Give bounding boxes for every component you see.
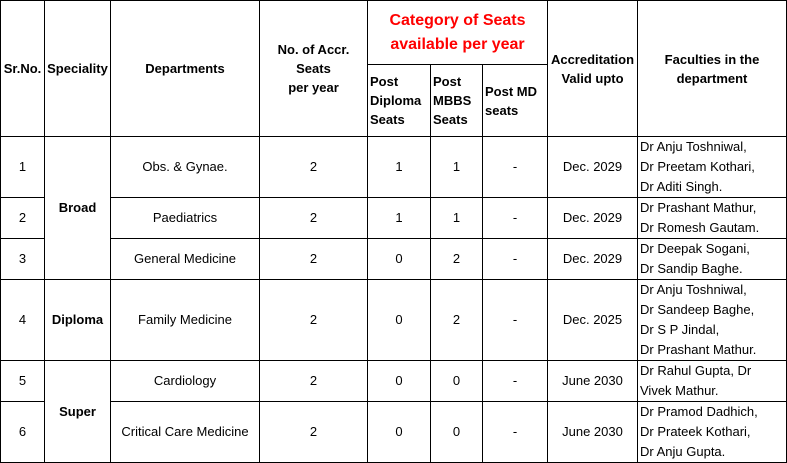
faculty-line: Vivek Mathur.: [640, 383, 719, 398]
cell-post-diploma: 0: [368, 280, 431, 361]
cell-sr: 3: [1, 239, 45, 280]
header-post-md-line: Post MD: [485, 83, 537, 99]
cell-valid-upto: June 2030: [548, 361, 638, 402]
cell-seats: 2: [260, 239, 368, 280]
cell-valid-upto: Dec. 2029: [548, 239, 638, 280]
cell-department: Obs. & Gynae.: [111, 137, 260, 198]
header-category-line: Category of Seats: [389, 11, 526, 29]
header-category: [368, 1, 548, 65]
cell-seats: 2: [260, 280, 368, 361]
cell-post-mbbs: 1: [431, 198, 483, 239]
header-category-line: available per year: [390, 35, 525, 53]
header-seats-line: Seats: [296, 61, 331, 76]
cell-faculty: [638, 361, 787, 402]
header-accreditation: [548, 1, 638, 137]
cell-sr: 4: [1, 280, 45, 361]
cell-speciality-broad: Broad: [45, 137, 111, 280]
header-accreditation-line: Accreditation: [550, 51, 635, 67]
cell-seats: 2: [260, 198, 368, 239]
cell-post-diploma: 0: [368, 239, 431, 280]
cell-sr: 1: [1, 137, 45, 198]
cell-faculty: [638, 137, 787, 198]
header-post-diploma-line: Diploma: [370, 93, 422, 108]
cell-valid-upto: Dec. 2029: [548, 137, 638, 198]
cell-post-md: -: [483, 239, 548, 280]
faculty-line: Dr Romesh Gautam.: [640, 220, 760, 235]
header-faculties-line: department: [676, 70, 748, 86]
cell-valid-upto: Dec. 2025: [548, 280, 638, 361]
faculty-line: Dr Deepak Sogani,: [640, 241, 750, 256]
header-post-mbbs-line: Post: [433, 74, 462, 89]
table-row: [1, 402, 787, 463]
cell-sr: 2: [1, 198, 45, 239]
faculty-line: Dr Sandeep Baghe,: [640, 302, 755, 317]
header-accreditation-line: Valid upto: [561, 70, 624, 86]
cell-department: Cardiology: [111, 361, 260, 402]
faculty-line: Dr Prashant Mathur.: [640, 342, 757, 357]
cell-department: Family Medicine: [111, 280, 260, 361]
cell-sr: 6: [1, 402, 45, 463]
table-row: [1, 198, 787, 239]
faculty-line: Dr Sandip Baghe.: [640, 261, 743, 276]
header-post-md-line: seats: [485, 102, 519, 118]
header-seats-line: per year: [288, 80, 339, 95]
header-sr-no: Sr.No.: [1, 1, 45, 137]
cell-valid-upto: Dec. 2029: [548, 198, 638, 239]
header-seats: [260, 1, 368, 137]
faculty-line: Dr Preetam Kothari,: [640, 159, 755, 174]
faculty-line: Dr Prateek Kothari,: [640, 424, 751, 439]
table-row: [1, 361, 787, 402]
cell-department: Critical Care Medicine: [111, 402, 260, 463]
faculty-line: Dr Anju Toshniwal,: [640, 139, 747, 154]
cell-faculty: [638, 198, 787, 239]
header-post-mbbs-line: Seats: [433, 112, 468, 127]
cell-post-mbbs: 2: [431, 280, 483, 361]
cell-post-mbbs: 0: [431, 402, 483, 463]
faculty-line: Dr Anju Toshniwal,: [640, 282, 747, 297]
cell-seats: 2: [260, 137, 368, 198]
header-departments: Departments: [111, 1, 260, 137]
header-seats-line: No. of Accr.: [277, 42, 350, 57]
cell-post-mbbs: 2: [431, 239, 483, 280]
cell-post-mbbs: 1: [431, 137, 483, 198]
cell-post-diploma: 0: [368, 402, 431, 463]
cell-faculty: [638, 280, 787, 361]
cell-speciality-diploma: Diploma: [45, 280, 111, 361]
faculty-line: Dr S P Jindal,: [640, 322, 720, 337]
cell-speciality-super: Super: [45, 361, 111, 463]
cell-post-md: -: [483, 402, 548, 463]
header-faculties: [638, 1, 787, 137]
header-post-diploma-line: Post: [370, 74, 399, 89]
table-row: [1, 239, 787, 280]
header-faculties-line: Faculties in the: [664, 51, 760, 67]
cell-valid-upto: June 2030: [548, 402, 638, 463]
table-row: [1, 137, 787, 198]
cell-post-mbbs: 0: [431, 361, 483, 402]
faculty-line: Dr Aditi Singh.: [640, 179, 723, 194]
cell-seats: 2: [260, 402, 368, 463]
header-post-diploma-line: Seats: [370, 112, 405, 127]
cell-post-diploma: 1: [368, 198, 431, 239]
header-speciality: Speciality: [45, 1, 111, 137]
cell-post-md: -: [483, 280, 548, 361]
header-post-md: [483, 65, 548, 137]
table-row: [1, 280, 787, 361]
header-post-diploma: [368, 65, 431, 137]
cell-faculty: [638, 239, 787, 280]
cell-faculty: [638, 402, 787, 463]
cell-post-md: -: [483, 137, 548, 198]
cell-seats: 2: [260, 361, 368, 402]
cell-sr: 5: [1, 361, 45, 402]
faculty-line: Dr Rahul Gupta, Dr: [640, 363, 752, 378]
faculty-line: Dr Anju Gupta.: [640, 444, 726, 459]
cell-post-diploma: 0: [368, 361, 431, 402]
header-post-mbbs: [431, 65, 483, 137]
cell-post-diploma: 1: [368, 137, 431, 198]
cell-department: Paediatrics: [111, 198, 260, 239]
faculty-line: Dr Prashant Mathur,: [640, 200, 757, 215]
faculty-line: Dr Pramod Dadhich,: [640, 404, 758, 419]
cell-post-md: -: [483, 361, 548, 402]
cell-department: General Medicine: [111, 239, 260, 280]
cell-post-md: -: [483, 198, 548, 239]
header-post-mbbs-line: MBBS: [433, 93, 472, 108]
